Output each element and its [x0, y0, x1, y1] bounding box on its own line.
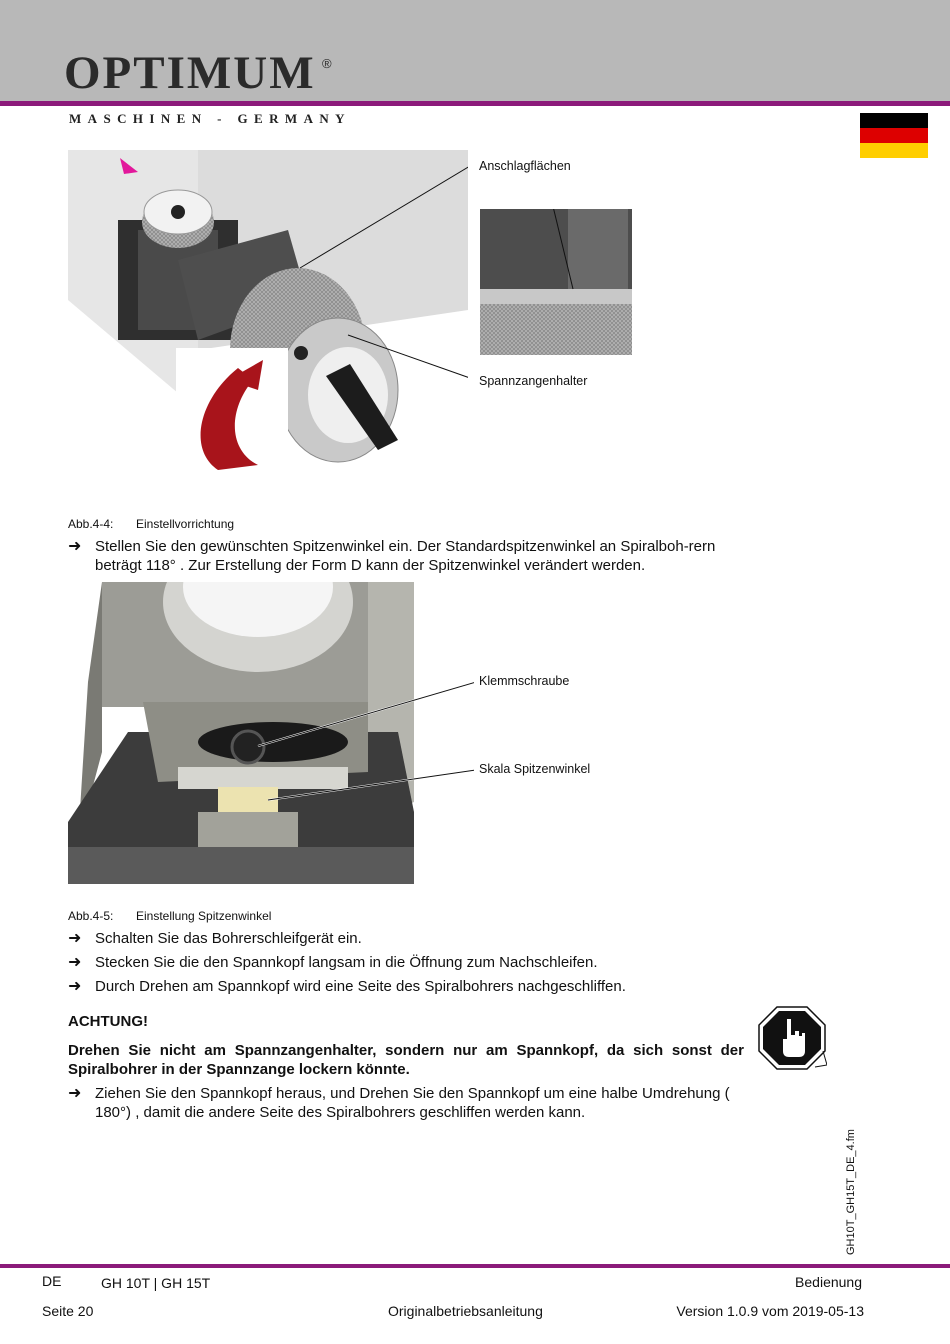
caption-number: Abb.4-4:: [68, 517, 114, 531]
instruction-pull-out-chuck: [68, 1084, 748, 1122]
instruction-text: Stellen Sie den gewünschten Spitzenwinkel ein. Der Standardspitzenwinkel an Spiralboh-rern beträgt 118° . Zur Erstellung der Form D kann der Spitzenwinkel verändert werden.: [95, 538, 716, 574]
instruction-rotate-chuck: [68, 977, 748, 996]
flag-stripe-black: [860, 113, 928, 128]
stop-surface-detail-photo: [478, 209, 638, 355]
footer-page-number: Seite 20: [42, 1303, 94, 1319]
caption-number: Abb.4-5:: [68, 909, 114, 923]
footer-document-type: Originalbetriebsanleitung: [388, 1303, 543, 1319]
attention-hand-icon: [757, 1005, 827, 1071]
figure-caption-4-4: [68, 517, 234, 531]
arrow-right-icon: ➜: [68, 978, 82, 995]
registered-mark: ®: [322, 56, 332, 71]
footer-rule: [0, 1264, 950, 1268]
german-flag-icon: [860, 113, 928, 158]
caption-text: Einstellvorrichtung: [136, 517, 235, 531]
instruction-switch-on: [68, 929, 748, 948]
arrow-right-icon: ➜: [68, 930, 82, 947]
instruction-set-angle: [68, 537, 748, 575]
warning-title: ACHTUNG!: [68, 1013, 148, 1030]
footer-section: Bedienung: [795, 1274, 862, 1290]
footer-language: DE: [42, 1273, 62, 1289]
warning-text: Drehen Sie nicht am Spannzangenhalter, sondern nur am Spannkopf, da sich sonst der Spiralbohrer in der Spannzange lockern könnte.: [68, 1042, 744, 1078]
flag-stripe-gold: [860, 143, 928, 158]
callout-collet-holder: Spannzangenhalter: [479, 374, 588, 388]
arrow-right-icon: ➜: [68, 1085, 82, 1102]
setting-device-photo: [68, 150, 468, 490]
instruction-insert-chuck: [68, 953, 748, 972]
instruction-text: Ziehen Sie den Spannkopf heraus, und Drehen Sie den Spannkopf um eine halbe Umdrehung ( 180°) , damit die andere Seite des Spiralbohrers geschliffen werden kann.: [95, 1085, 730, 1121]
callout-stop-surfaces: Anschlagflächen: [479, 159, 571, 173]
point-angle-setting-photo: [68, 582, 474, 884]
arrow-right-icon: ➜: [68, 954, 82, 971]
header-rule: [0, 101, 950, 106]
instruction-text: Durch Drehen am Spannkopf wird eine Seite des Spiralbohrers nachgeschliffen.: [95, 978, 626, 995]
instruction-text: Schalten Sie das Bohrerschleifgerät ein.: [95, 930, 362, 947]
footer-model: GH 10T | GH 15T: [101, 1275, 211, 1291]
flag-stripe-red: [860, 128, 928, 143]
brand-logo: OPTIMUM: [64, 47, 316, 99]
instruction-text: Stecken Sie die den Spannkopf langsam in die Öffnung zum Nachschleifen.: [95, 954, 598, 971]
footer-version: Version 1.0.9 vom 2019-05-13: [676, 1303, 864, 1319]
file-code: GH10T_GH15T_DE_4.fm: [845, 1129, 857, 1255]
callout-angle-scale: Skala Spitzenwinkel: [479, 762, 591, 776]
caption-text: Einstellung Spitzenwinkel: [136, 909, 272, 923]
callout-clamping-screw: Klemmschraube: [479, 674, 570, 688]
arrow-right-icon: ➜: [68, 538, 82, 555]
brand-tagline: MASCHINEN - GERMANY: [69, 111, 351, 126]
figure-caption-4-5: [68, 909, 271, 923]
